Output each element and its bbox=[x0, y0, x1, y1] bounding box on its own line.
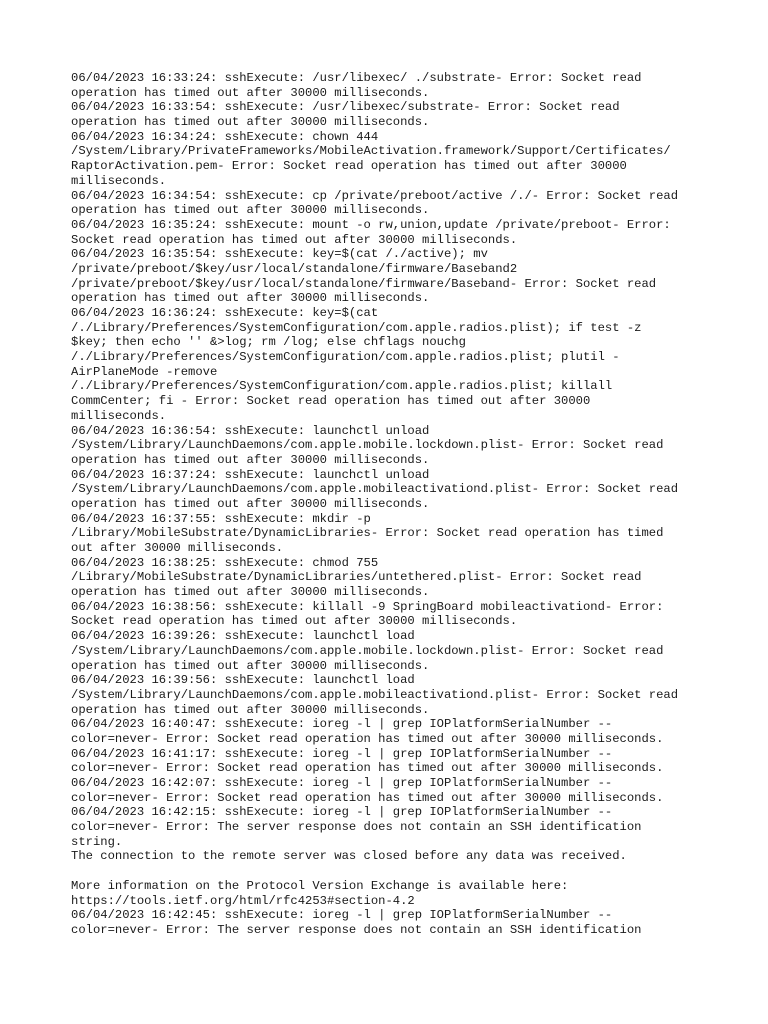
log-line: color=never- Error: The server response does not contain an SSH identification bbox=[71, 922, 642, 937]
log-line: /./Library/Preferences/SystemConfiguration/com.apple.radios.plist; plutil - bbox=[71, 350, 620, 365]
log-line: operation has timed out after 30000 milliseconds. bbox=[71, 496, 430, 511]
log-line: color=never- Error: The server response does not contain an SSH identification bbox=[71, 820, 642, 835]
log-line: CommCenter; fi - Error: Socket read operation has timed out after 30000 bbox=[71, 394, 591, 409]
log-line: operation has timed out after 30000 milliseconds. bbox=[71, 85, 430, 100]
log-line: https://tools.ietf.org/html/rfc4253#section-4.2 bbox=[71, 893, 415, 908]
log-line: More information on the Protocol Version Exchange is available here: bbox=[71, 878, 569, 893]
log-line: operation has timed out after 30000 milliseconds. bbox=[71, 702, 430, 717]
log-text-block bbox=[71, 71, 711, 938]
log-line: 06/04/2023 16:42:45: sshExecute: ioreg -l | grep IOPlatformSerialNumber -- bbox=[71, 908, 613, 923]
log-line: /System/Library/LaunchDaemons/com.apple.mobileactivationd.plist- Error: Socket read bbox=[71, 482, 679, 497]
log-line: milliseconds. bbox=[71, 408, 167, 423]
log-line: 06/04/2023 16:42:07: sshExecute: ioreg -l | grep IOPlatformSerialNumber -- bbox=[71, 776, 613, 790]
log-line bbox=[71, 864, 711, 879]
log-line: operation has timed out after 30000 milliseconds. bbox=[71, 452, 430, 467]
log-line: 06/04/2023 16:41:17: sshExecute: ioreg -l | grep IOPlatformSerialNumber -- bbox=[71, 746, 613, 761]
log-line: AirPlaneMode -remove bbox=[71, 364, 218, 379]
log-line: 06/04/2023 16:37:55: sshExecute: mkdir -p bbox=[71, 511, 371, 526]
log-line: 06/04/2023 16:37:24: sshExecute: launchctl unload bbox=[71, 467, 430, 482]
log-line: RaptorActivation.pem- Error: Socket read operation has timed out after 30000 bbox=[71, 159, 627, 174]
log-line: color=never- Error: Socket read operation has timed out after 30000 milliseconds. bbox=[71, 731, 664, 746]
log-line: 06/04/2023 16:35:54: sshExecute: key=$(cat /./active); mv bbox=[71, 247, 488, 262]
log-line: /private/preboot/$key/usr/local/standalone/firmware/Baseband2 bbox=[71, 261, 518, 276]
log-line: operation has timed out after 30000 milliseconds. bbox=[71, 585, 430, 600]
log-line: 06/04/2023 16:38:56: sshExecute: killall -9 SpringBoard mobileactivationd- Error: bbox=[71, 599, 664, 614]
log-line: operation has timed out after 30000 milliseconds. bbox=[71, 115, 430, 130]
log-line: string. bbox=[71, 834, 123, 849]
log-line: 06/04/2023 16:34:54: sshExecute: cp /private/preboot/active /./- Error: Socket read bbox=[71, 188, 679, 203]
log-line: Socket read operation has timed out after 30000 milliseconds. bbox=[71, 614, 518, 629]
log-line: /Library/MobileSubstrate/DynamicLibraries/untethered.plist- Error: Socket read bbox=[71, 570, 642, 585]
log-line: operation has timed out after 30000 milliseconds. bbox=[71, 658, 430, 673]
log-line: The connection to the remote server was closed before any data was received. bbox=[71, 849, 627, 864]
log-line: color=never- Error: Socket read operation has timed out after 30000 milliseconds. bbox=[71, 790, 664, 805]
log-line: 06/04/2023 16:36:54: sshExecute: launchctl unload bbox=[71, 423, 430, 438]
log-line: /System/Library/LaunchDaemons/com.apple.mobile.lockdown.plist- Error: Socket read bbox=[71, 438, 664, 453]
log-line: color=never- Error: Socket read operation has timed out after 30000 milliseconds. bbox=[71, 761, 664, 776]
log-line: operation has timed out after 30000 milliseconds. bbox=[71, 291, 430, 306]
log-line: 06/04/2023 16:38:25: sshExecute: chmod 755 bbox=[71, 555, 379, 570]
log-line: 06/04/2023 16:34:24: sshExecute: chown 444 bbox=[71, 129, 379, 144]
log-line: 06/04/2023 16:40:47: sshExecute: ioreg -l | grep IOPlatformSerialNumber -- bbox=[71, 717, 613, 732]
log-line: 06/04/2023 16:39:56: sshExecute: launchctl load bbox=[71, 673, 415, 688]
log-line: out after 30000 milliseconds. bbox=[71, 541, 284, 555]
log-line: 06/04/2023 16:36:24: sshExecute: key=$(cat bbox=[71, 306, 379, 320]
log-line: 06/04/2023 16:39:26: sshExecute: launchctl load bbox=[71, 629, 415, 644]
log-line: 06/04/2023 16:33:54: sshExecute: /usr/libexec/substrate- Error: Socket read bbox=[71, 100, 620, 115]
log-line: operation has timed out after 30000 milliseconds. bbox=[71, 203, 430, 218]
log-line: /private/preboot/$key/usr/local/standalone/firmware/Baseband- Error: Socket read bbox=[71, 276, 657, 291]
log-line: 06/04/2023 16:35:24: sshExecute: mount -o rw,union,update /private/preboot- Error: bbox=[71, 217, 671, 232]
log-line: 06/04/2023 16:33:24: sshExecute: /usr/libexec/ ./substrate- Error: Socket read bbox=[71, 71, 642, 85]
log-line: $key; then echo '' &>log; rm /log; else chflags nouchg bbox=[71, 335, 466, 350]
log-line: 06/04/2023 16:42:15: sshExecute: ioreg -l | grep IOPlatformSerialNumber -- bbox=[71, 805, 613, 820]
log-line: /./Library/Preferences/SystemConfiguration/com.apple.radios.plist; killall bbox=[71, 379, 613, 394]
log-line: /System/Library/PrivateFrameworks/MobileActivation.framework/Support/Certificates/ bbox=[71, 144, 671, 159]
log-line: /System/Library/LaunchDaemons/com.apple.mobile.lockdown.plist- Error: Socket read bbox=[71, 643, 664, 658]
log-line: milliseconds. bbox=[71, 173, 167, 188]
log-line: /System/Library/LaunchDaemons/com.apple.mobileactivationd.plist- Error: Socket read bbox=[71, 687, 679, 702]
log-line: Socket read operation has timed out after 30000 milliseconds. bbox=[71, 232, 518, 247]
log-line: /./Library/Preferences/SystemConfiguration/com.apple.radios.plist); if test -z bbox=[71, 320, 642, 335]
log-line: /Library/MobileSubstrate/DynamicLibraries- Error: Socket read operation has timed bbox=[71, 526, 664, 541]
